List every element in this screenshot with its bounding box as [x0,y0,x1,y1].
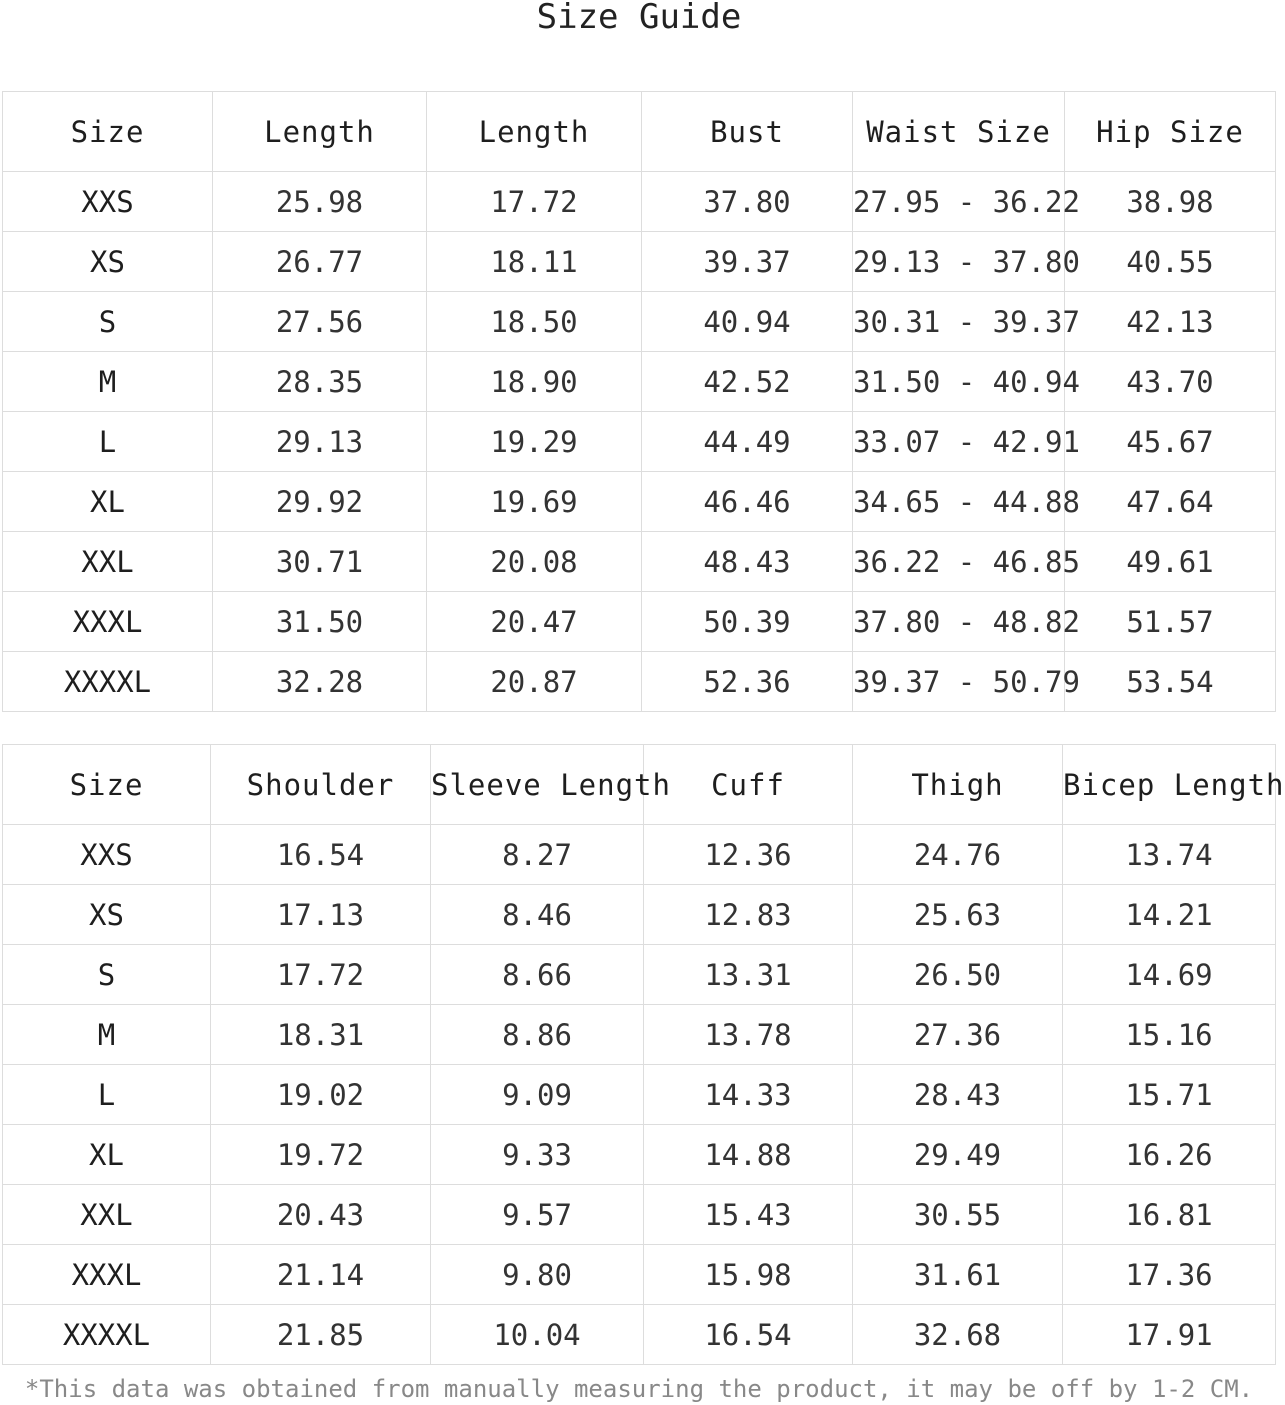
measurement-cell-length: 20.47 [427,592,642,652]
measurement-cell-hip-size: 43.70 [1065,352,1276,412]
measurement-cell-cuff: 14.33 [644,1065,853,1125]
measurement-cell-thigh: 29.49 [853,1125,1063,1185]
measurement-cell-bust: 42.52 [642,352,853,412]
column-header-length: Length [213,92,427,172]
measurement-cell-hip-size: 49.61 [1065,532,1276,592]
measurement-cell-cuff: 14.88 [644,1125,853,1185]
measurement-cell-shoulder: 16.54 [211,825,431,885]
size-label-cell: XXXL [3,592,213,652]
measurement-cell-bust: 37.80 [642,172,853,232]
measurement-cell-bicep-length: 13.74 [1063,825,1276,885]
measurement-cell-length: 32.28 [213,652,427,712]
measurement-cell-length: 30.71 [213,532,427,592]
table-row [3,1065,1276,1125]
measurement-cell-length: 25.98 [213,172,427,232]
measurement-cell-hip-size: 42.13 [1065,292,1276,352]
measurement-cell-shoulder: 17.13 [211,885,431,945]
size-label-cell: XXXXL [3,652,213,712]
table-row [3,532,1276,592]
table-row [3,1005,1276,1065]
size-label-cell: XXS [3,172,213,232]
measurement-cell-sleeve-length: 8.27 [431,825,644,885]
column-header-size: Size [3,92,213,172]
measurement-cell-cuff: 15.98 [644,1245,853,1305]
size-label-cell: XXS [3,825,211,885]
table-row [3,885,1276,945]
size-label-cell: XXL [3,1185,211,1245]
size-label-cell: XS [3,885,211,945]
table-row [3,592,1276,652]
measurement-cell-sleeve-length: 8.86 [431,1005,644,1065]
measurement-cell-waist-size: 33.07 - 42.91 [853,412,1065,472]
measurement-cell-shoulder: 19.02 [211,1065,431,1125]
measurement-cell-waist-size: 39.37 - 50.79 [853,652,1065,712]
measurement-cell-bicep-length: 17.36 [1063,1245,1276,1305]
measurement-cell-cuff: 12.83 [644,885,853,945]
measurement-cell-bust: 40.94 [642,292,853,352]
measurement-cell-sleeve-length: 8.46 [431,885,644,945]
table-row [3,1245,1276,1305]
measurement-cell-length: 18.50 [427,292,642,352]
measurement-cell-sleeve-length: 9.09 [431,1065,644,1125]
column-header-length: Length [427,92,642,172]
column-header-waist-size: Waist Size [853,92,1065,172]
measurement-cell-thigh: 31.61 [853,1245,1063,1305]
size-label-cell: XL [3,1125,211,1185]
page-title: Size Guide [536,0,742,37]
table-row [3,652,1276,712]
column-header-bust: Bust [642,92,853,172]
size-label-cell: L [3,412,213,472]
measurement-cell-hip-size: 40.55 [1065,232,1276,292]
size-label-cell: L [3,1065,211,1125]
measurement-cell-shoulder: 20.43 [211,1185,431,1245]
header-row [3,745,1276,825]
size-label-cell: XS [3,232,213,292]
size-label-cell: S [3,292,213,352]
table-row [3,292,1276,352]
measurement-cell-waist-size: 30.31 - 39.37 [853,292,1065,352]
table-row [3,945,1276,1005]
table-row [3,352,1276,412]
measurement-cell-bust: 52.36 [642,652,853,712]
measurement-cell-shoulder: 21.14 [211,1245,431,1305]
column-header-hip-size: Hip Size [1065,92,1276,172]
measurement-cell-shoulder: 19.72 [211,1125,431,1185]
table-row [3,232,1276,292]
measurement-cell-bicep-length: 14.69 [1063,945,1276,1005]
measurement-cell-length: 31.50 [213,592,427,652]
measurement-cell-waist-size: 36.22 - 46.85 [853,532,1065,592]
measurement-cell-waist-size: 29.13 - 37.80 [853,232,1065,292]
size-label-cell: M [3,1005,211,1065]
size-label-cell: XXXL [3,1245,211,1305]
measurement-cell-bicep-length: 16.26 [1063,1125,1276,1185]
size-label-cell: XL [3,472,213,532]
size-label-cell: XXL [3,532,213,592]
measurement-cell-bust: 46.46 [642,472,853,532]
size-table-arm-leg-measurements [2,744,1285,1365]
measurement-cell-thigh: 24.76 [853,825,1063,885]
measurement-cell-bust: 48.43 [642,532,853,592]
column-header-bicep-length: Bicep Length [1063,745,1276,825]
measurement-cell-cuff: 16.54 [644,1305,853,1365]
measurement-cell-length: 29.92 [213,472,427,532]
measurement-cell-length: 20.87 [427,652,642,712]
table-row [3,1125,1276,1185]
measurement-cell-waist-size: 27.95 - 36.22 [853,172,1065,232]
measurement-cell-cuff: 13.31 [644,945,853,1005]
column-header-sleeve-length: Sleeve Length [431,745,644,825]
measurement-cell-length: 26.77 [213,232,427,292]
measurement-cell-bust: 50.39 [642,592,853,652]
measurement-cell-waist-size: 34.65 - 44.88 [853,472,1065,532]
size-label-cell: S [3,945,211,1005]
measurement-cell-bicep-length: 15.71 [1063,1065,1276,1125]
measurement-cell-shoulder: 17.72 [211,945,431,1005]
measurement-cell-bust: 44.49 [642,412,853,472]
column-header-shoulder: Shoulder [211,745,431,825]
measurement-cell-length: 20.08 [427,532,642,592]
measurement-cell-waist-size: 31.50 - 40.94 [853,352,1065,412]
column-header-size: Size [3,745,211,825]
table-row [3,172,1276,232]
column-header-thigh: Thigh [853,745,1063,825]
measurement-cell-shoulder: 18.31 [211,1005,431,1065]
measurement-cell-sleeve-length: 10.04 [431,1305,644,1365]
measurement-cell-thigh: 30.55 [853,1185,1063,1245]
measurement-cell-sleeve-length: 8.66 [431,945,644,1005]
measurement-cell-bicep-length: 14.21 [1063,885,1276,945]
measurement-cell-hip-size: 45.67 [1065,412,1276,472]
column-header-cuff: Cuff [644,745,853,825]
measurement-cell-thigh: 25.63 [853,885,1063,945]
measurement-cell-sleeve-length: 9.33 [431,1125,644,1185]
measurement-cell-sleeve-length: 9.57 [431,1185,644,1245]
measurement-cell-length: 29.13 [213,412,427,472]
measurement-cell-thigh: 28.43 [853,1065,1063,1125]
measurement-cell-hip-size: 51.57 [1065,592,1276,652]
measurement-cell-cuff: 13.78 [644,1005,853,1065]
table-row [3,472,1276,532]
measurement-cell-thigh: 32.68 [853,1305,1063,1365]
measurement-cell-cuff: 12.36 [644,825,853,885]
measurement-cell-length: 27.56 [213,292,427,352]
measurement-cell-cuff: 15.43 [644,1185,853,1245]
table-row [3,1185,1276,1245]
measurement-cell-thigh: 27.36 [853,1005,1063,1065]
measurement-cell-bicep-length: 16.81 [1063,1185,1276,1245]
size-label-cell: XXXXL [3,1305,211,1365]
measurement-cell-bicep-length: 17.91 [1063,1305,1276,1365]
table-row [3,1305,1276,1365]
measurement-cell-length: 18.11 [427,232,642,292]
table-row [3,825,1276,885]
size-table-body-measurements [2,91,1276,712]
measurement-cell-sleeve-length: 9.80 [431,1245,644,1305]
measurement-cell-waist-size: 37.80 - 48.82 [853,592,1065,652]
measurement-cell-thigh: 26.50 [853,945,1063,1005]
measurement-cell-length: 19.29 [427,412,642,472]
measurement-cell-hip-size: 47.64 [1065,472,1276,532]
measurement-cell-hip-size: 53.54 [1065,652,1276,712]
measurement-cell-length: 19.69 [427,472,642,532]
measurement-cell-bust: 39.37 [642,232,853,292]
measurement-cell-length: 17.72 [427,172,642,232]
measurement-cell-length: 28.35 [213,352,427,412]
measurement-cell-bicep-length: 15.16 [1063,1005,1276,1065]
measurement-disclaimer: *This data was obtained from manually measuring the product, it may be off by 1-2 CM. [24,1375,1254,1403]
measurement-cell-hip-size: 38.98 [1065,172,1276,232]
measurement-cell-length: 18.90 [427,352,642,412]
measurement-cell-shoulder: 21.85 [211,1305,431,1365]
size-label-cell: M [3,352,213,412]
table-row [3,412,1276,472]
header-row [3,92,1276,172]
